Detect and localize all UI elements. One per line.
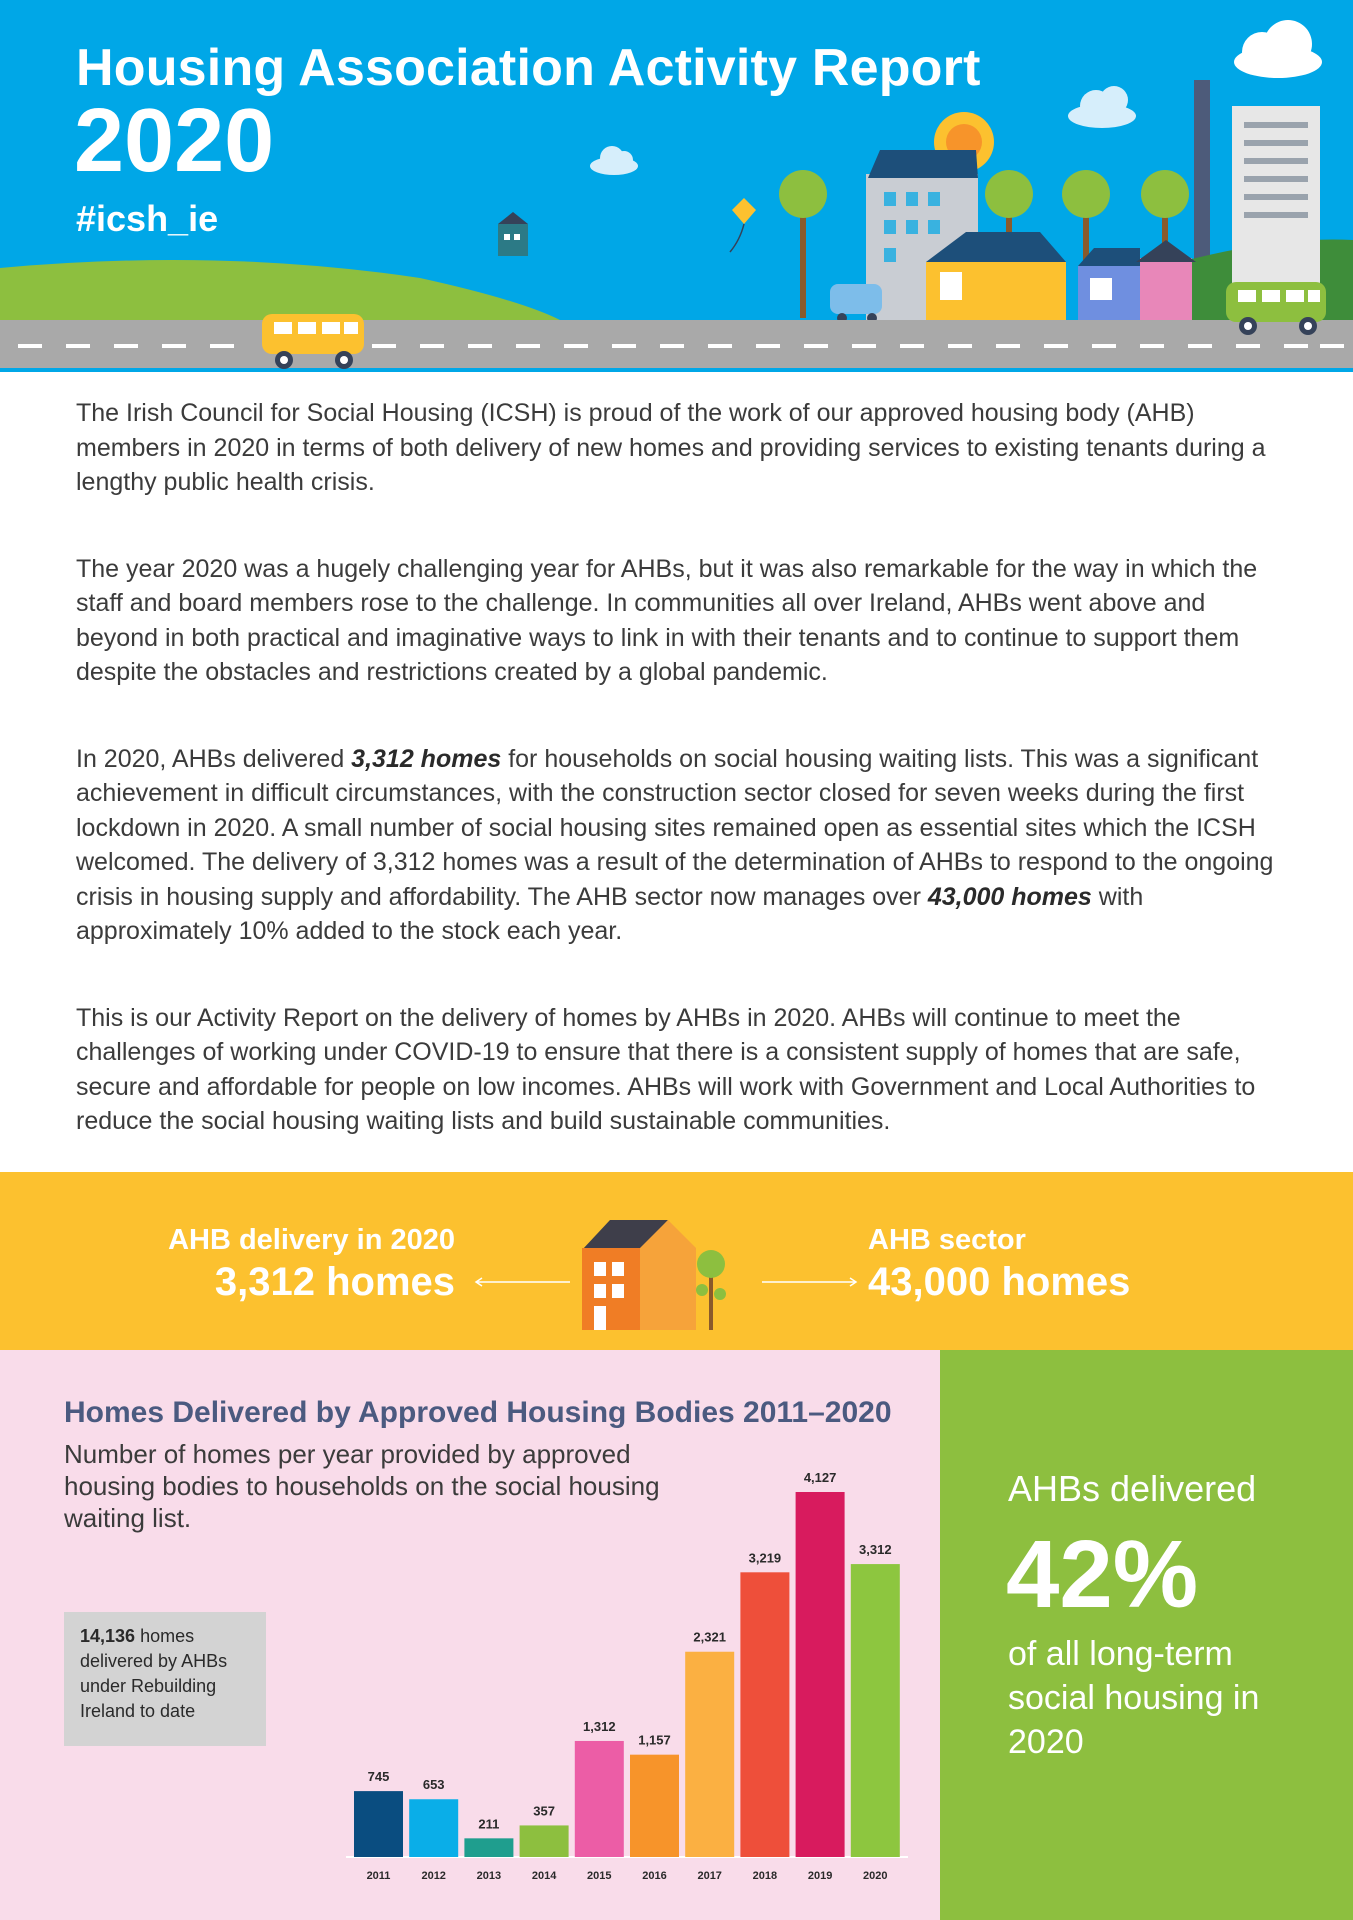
bar-2015 [575,1741,624,1857]
intro-paragraph: This is our Activity Report on the delivery of homes by AHBs in 2020. AHBs will continue to meet the challenges of working under COVID-19 to ensure that there is a consistent supply of homes that are safe, secure and affordable for people on low incomes. AHBs will work with Government and Local Authorities to reduce the social housing waiting lists and build sustainable communities. [76,1003,1256,1135]
chart-panel [0,1350,940,1920]
delivery-stat-value: 3,312 homes [214,1260,455,1304]
tree-icon [696,1250,726,1330]
intro-paragraph [76,742,1286,949]
sector-stat-label: AHB sector [868,1224,1026,1256]
x-tick-2018: 2018 [752,1870,778,1882]
house-icon [582,1220,696,1330]
house-arrows-graphic [470,1190,870,1340]
sector-stat-value: 43,000 homes [868,1260,1131,1304]
cloud-icon [1068,86,1136,128]
bar-2014 [520,1825,569,1857]
delivery-stat-label: AHB delivery in 2020 [168,1224,455,1256]
share-panel [940,1350,1353,1920]
stats-band [0,1172,1353,1350]
arrow-right-icon [762,1278,856,1286]
intro-section [76,396,1286,1191]
data-label-2019: 4,127 [803,1470,837,1485]
intro-paragraph: The Irish Council for Social Housing (ICSH) is proud of the work of our approved housing body (AHB) members in 2020 in terms of both delivery of new homes and providing services to existing tenants during a lengthy public health crisis. [76,399,1266,496]
data-label-2017: 2,321 [693,1629,726,1645]
delivery-stat [168,1222,455,1306]
data-label-2018: 3,219 [748,1550,782,1566]
bar-2018 [740,1572,789,1857]
hero-banner [0,0,1353,372]
x-tick-2011: 2011 [366,1870,391,1882]
bar-2019 [796,1492,845,1857]
hashtag: #icsh_ie [76,198,219,239]
chart-title: Homes Delivered by Approved Housing Bodies 2011–2020 [64,1396,892,1429]
data-label-2020: 3,312 [859,1542,892,1558]
paragraph-text: for households on social housing waiting lists. This was a significant achievement in difficult circumstances, with the construction sector closed for seven weeks during the first lockdown in 2020. A small number of social housing sites remained open as essential sites which the ICSH welcomed. The delivery of 3,312 homes was a result of the determination of AHBs to respond to the ongoing crisis in housing supply and affordability. The AHB sector now manages over [76,744,1274,911]
arrow-left-icon [476,1278,570,1286]
intro-paragraph: The year 2020 was a hugely challenging year for AHBs, but it was also remarkable for the way in which the staff and board members rose to the challenge. In communities all over Ireland, AHBs went above and beyond in both practical and imaginative ways to link in with their tenants and to continue to support them despite the obstacles and restrictions created by a global pandemic. [76,554,1258,686]
cloud-icon [590,146,638,175]
data-label-2012: 653 [422,1777,445,1793]
tree-icon [779,170,827,318]
share-lead: AHBs delivered [1008,1468,1257,1509]
chart-subtitle: Number of homes per year provided by approved housing bodies to households on the social housing waiting list. [64,1439,660,1533]
bar-2020 [851,1564,900,1857]
bar-chart [0,1350,940,1920]
cloud-icon [1234,20,1322,78]
x-tick-2017: 2017 [697,1870,722,1882]
note-number: 14,136 [80,1626,136,1646]
bar-2017 [685,1652,734,1857]
bar-2012 [409,1799,458,1857]
x-tick-2015: 2015 [587,1870,612,1882]
bar-2011 [354,1791,403,1857]
data-label-2011: 745 [367,1769,390,1785]
x-tick-2014: 2014 [531,1870,557,1882]
x-tick-2020: 2020 [863,1870,888,1882]
highlight-delivery: 3,312 homes [351,744,502,773]
x-tick-2012: 2012 [421,1870,446,1882]
report-title: Housing Association Activity Report [76,39,981,97]
note-rest: homes delivered by AHBs under Rebuilding Ireland to date [80,1626,228,1721]
bar-2016 [630,1755,679,1857]
paragraph-text: In 2020, AHBs delivered [76,744,352,773]
data-label-2014: 357 [533,1803,555,1819]
x-tick-2016: 2016 [642,1870,667,1882]
data-label-2015: 1,312 [583,1718,616,1734]
x-tick-2013: 2013 [476,1870,502,1882]
bar-2013 [464,1838,513,1857]
highlight-stock: 43,000 homes [927,882,1092,911]
share-percentage: 42% [1006,1521,1199,1628]
paragraph-text: with approximately 10% added to the stock each year. [76,882,1144,945]
share-description: of all long-term social housing in 2020 [1008,1635,1260,1761]
sector-stat [868,1222,1130,1306]
data-label-2013: 211 [478,1816,500,1832]
x-tick-2019: 2019 [807,1870,833,1882]
report-year: 2020 [74,91,275,191]
data-label-2016: 1,157 [638,1732,671,1748]
